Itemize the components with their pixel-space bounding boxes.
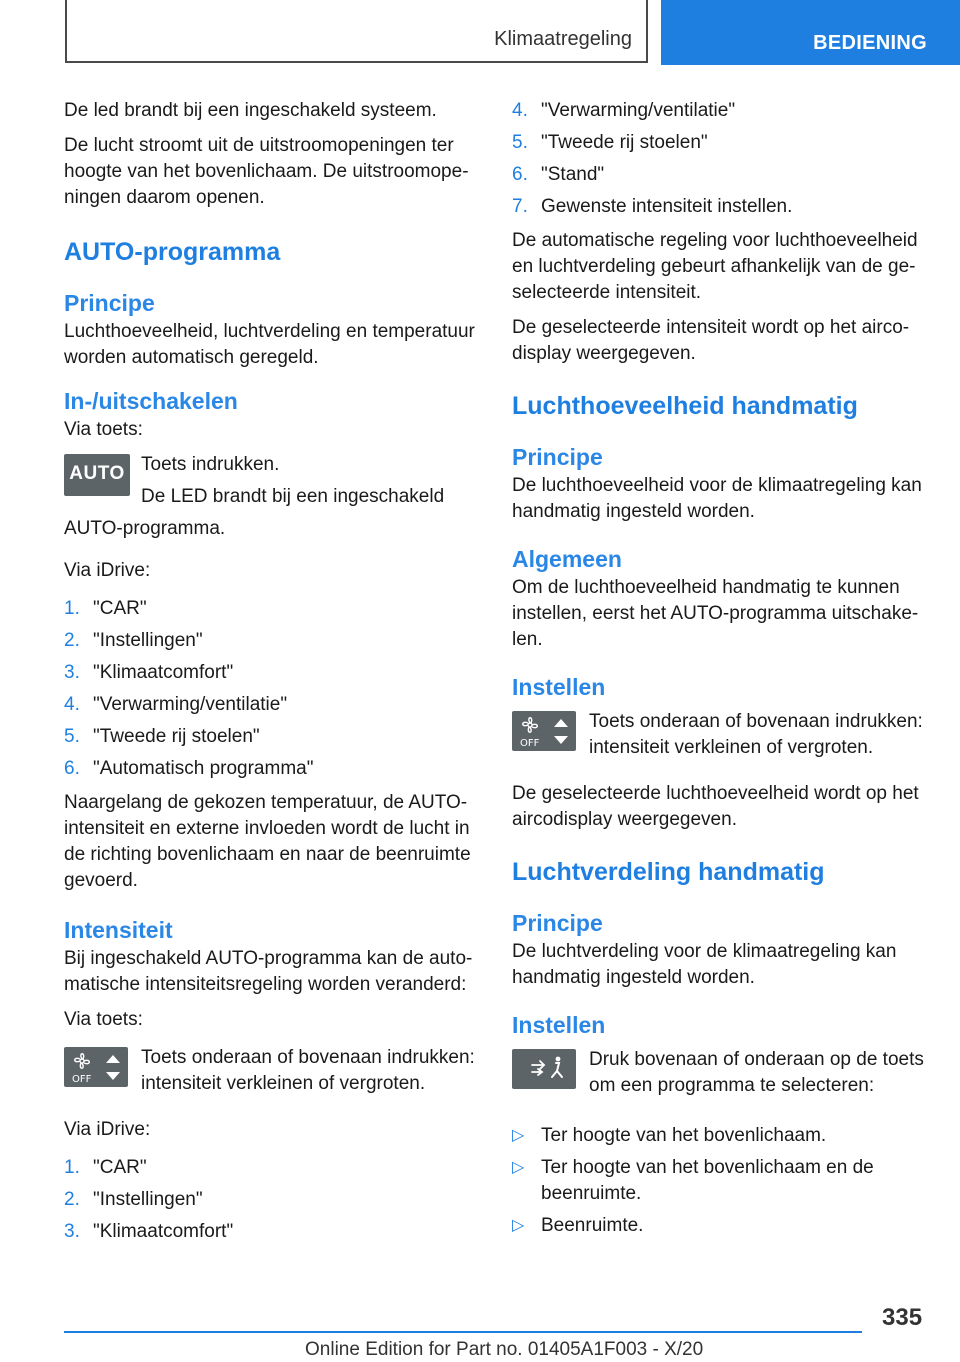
section-heading-luchtverdeling: Luchtverdeling handmatig [512,858,825,886]
triangle-bullet-icon: ▷ [512,1127,525,1144]
instruction-text: Toets indrukken. [141,454,280,475]
list-item: 5. "Tweede rij stoelen" [512,132,708,153]
subheading-inuitschakelen: In-/uitschakelen [64,388,238,414]
paragraph: De lucht stroomt uit de uitstroomopeningen ter hoogte van het bovenlichaam. De uitstroomopeningen daarom openen. [64,135,469,208]
list-item: 7. Gewenste intensiteit instellen. [512,196,793,217]
list-item: 3. "Klimaatcomfort" [64,1221,234,1242]
chapter-tab-label: BEDIENING [813,32,927,54]
fan-button-row [64,1045,480,1107]
paragraph: Via toets: [64,1009,143,1030]
paragraph: Bij ingeschakeld AUTO-programma kan de automatische intensiteitsregeling worden veranderd: [64,948,473,995]
list-item: 6. "Automatisch programma" [64,758,314,779]
subheading-principe: Principe [512,444,603,470]
section-heading-luchthoeveelheid: Luchthoeveelheid handmatig [512,392,858,420]
triangle-bullet-icon: ▷ [512,1217,525,1234]
paragraph: Via iDrive: [64,1119,151,1140]
fan-button-row [512,709,928,771]
subheading-principe: Principe [512,910,603,936]
list-item: 4. "Verwarming/ventilatie" [512,100,736,121]
auto-button-label: AUTO [69,463,125,484]
distribution-button-row [512,1047,928,1109]
instruction-text: De LED brandt bij een ingeschakeld [141,486,445,507]
list-item: 6. "Stand" [512,164,605,185]
paragraph: De led brandt bij een ingeschakeld systeem. [64,100,437,121]
list-item: 5. "Tweede rij stoelen" [64,726,260,747]
instruction-text: Toets onderaan of bovenaan indrukken: intensiteit verkleinen of vergroten. [589,711,923,758]
list-item: 2. "Instellingen" [64,630,203,651]
paragraph: De luchthoeveelheid voor de klimaatregeling kan handmatig ingesteld worden. [512,475,922,522]
list-item: 4. "Verwarming/ventilatie" [64,694,288,715]
list-item: ▷ Ter hoogte van het bovenlichaam. [512,1123,928,1149]
idrive-steps-list [64,596,480,782]
paragraph: Via toets: [64,419,143,440]
page-number: 335 [882,1304,923,1331]
list-item: 2. "Instellingen" [64,1189,203,1210]
fan-off-button-icon [64,1047,128,1087]
fan-off-button-icon [512,711,576,751]
idrive-steps-list-continued [512,98,928,220]
subheading-intensiteit: Intensiteit [64,917,173,943]
subheading-algemeen: Algemeen [512,546,622,572]
subheading-principe: Principe [64,290,155,316]
right-column [512,98,928,1247]
idrive-steps-list [64,1155,480,1245]
auto-button-icon [64,454,130,496]
auto-button-row [64,452,480,510]
distribution-options-list [512,1123,928,1239]
list-item: 3. "Klimaatcomfort" [64,662,234,683]
svg-text:OFF: OFF [520,738,540,749]
subheading-instellen: Instellen [512,1012,606,1038]
paragraph: Luchthoeveelheid, luchtverdeling en temperatuur worden automatisch geregeld. [64,321,475,368]
list-item: ▷ Beenruimte. [512,1213,928,1239]
edition-note: Online Edition for Part no. 01405A1F003 - X/20 [305,1339,704,1360]
header-title-box [65,0,648,63]
paragraph: Naargelang de gekozen temperatuur, de AUTO-intensiteit en externe invloeden wordt de lucht in de richting bovenlichaam en naar de beenruimte gevoerd. [64,792,471,891]
list-item: 1. "CAR" [64,598,147,619]
instruction-text: Toets onderaan of bovenaan indrukken: intensiteit verkleinen of vergroten. [141,1047,475,1094]
svg-text:OFF: OFF [72,1074,92,1085]
left-column [64,98,480,1253]
subheading-instellen: Instellen [512,674,606,700]
paragraph: Via iDrive: [64,560,151,581]
section-title: Klimaatregeling [494,28,632,50]
air-distribution-button-icon [512,1049,576,1089]
section-heading-auto: AUTO-programma [64,238,281,266]
paragraph: De geselecteerde intensiteit wordt op het aircodisplay weergegeven. [512,317,910,364]
footer-divider [64,1331,862,1333]
paragraph: De automatische regeling voor luchthoeveelheid en luchtverdeling gebeurt afhankelijk van de geselecteerde intensiteit. [512,230,918,303]
list-item: 1. "CAR" [64,1157,147,1178]
instruction-text: Druk bovenaan of onderaan op de toets om een programma te selecteren: [589,1049,924,1096]
list-item: ▷ Ter hoogte van het bovenlichaam en de beenruimte. [512,1157,874,1204]
paragraph: Om de luchthoeveelheid handmatig te kunnen instellen, eerst het AUTO-programma uitschakelen. [512,577,919,650]
paragraph: De luchtverdeling voor de klimaatregeling kan handmatig ingesteld worden. [512,941,897,988]
paragraph: De geselecteerde luchthoeveelheid wordt op het aircodisplay weergegeven. [512,783,919,830]
paragraph: AUTO-programma. [64,518,226,539]
triangle-bullet-icon: ▷ [512,1159,525,1176]
chapter-tab [661,0,960,65]
